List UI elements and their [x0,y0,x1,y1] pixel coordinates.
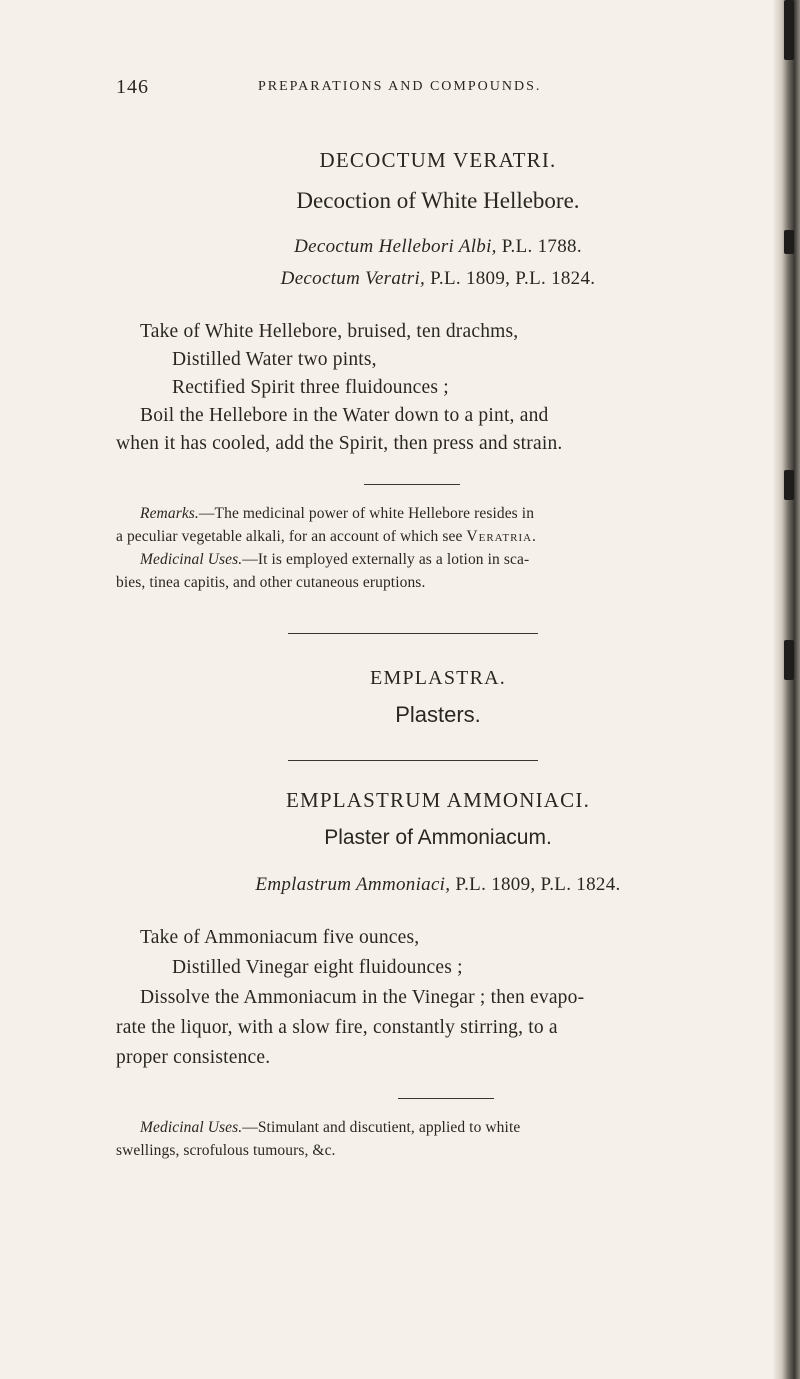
page-number: 146 [116,76,149,98]
remarks-text: —The medicinal power of white Hellebore resides in [198,505,535,522]
ref-name: Emplastrum Ammoniaci, [255,874,451,895]
section-title-decoctum-veratri: DECOCTUM VERATRI. [319,148,557,172]
recipe-line: Boil the Hellebore in the Water down to a pint, and [140,405,549,426]
uses-text: —Stimulant and discutient, applied to white [242,1119,521,1136]
uses-line-1 [140,1116,520,1139]
section-subtitle-plaster-ammoniacum: Plaster of Ammoniacum. [324,826,552,849]
ref-name: Decoctum Hellebori Albi, [294,236,497,257]
uses-line-2: bies, tinea capitis, and other cutaneous eruptions. [116,574,426,591]
ref-name: Decoctum Veratri, [280,268,426,289]
ref-text: P.L. 1788. [501,236,582,257]
section-subtitle-decoction: Decoction of White Hellebore. [296,188,580,213]
reference-line-1 [108,236,768,258]
ref-text: P.L. 1809, P.L. 1824. [455,874,621,895]
recipe-line: Dissolve the Ammoniacum in the Vinegar ; then evapo- [140,987,585,1008]
section-rule [288,633,538,634]
page-edge-shadow [772,0,800,1379]
divider-rule [364,484,460,485]
see-ref-veratria: Veratria. [466,528,537,545]
uses-label: Medicinal Uses. [140,551,243,568]
uses-text: —It is employed externally as a lotion in sca- [242,551,530,568]
reference-line [108,874,768,896]
section-title-emplastrum-ammoniaci: EMPLASTRUM AMMONIACI. [285,788,591,812]
uses-label: Medicinal Uses. [140,1119,243,1136]
recipe-line: Distilled Vinegar eight fluidounces ; [172,957,463,978]
reference-line-2 [108,268,768,290]
section-title-emplastra: EMPLASTRA. [370,667,506,689]
section-subtitle-plasters: Plasters. [395,702,481,727]
divider-rule [398,1098,494,1099]
ref-text: P.L. 1809, P.L. 1824. [430,268,596,289]
recipe-line: when it has cooled, add the Spirit, then press and strain. [116,433,563,454]
recipe-line: proper consistence. [116,1047,271,1068]
recipe-line: rate the liquor, with a slow fire, constantly stirring, to a [116,1017,558,1038]
section-rule [288,760,538,761]
running-head: PREPARATIONS AND COMPOUNDS. [258,79,542,94]
remarks-line-1 [140,502,534,525]
uses-line-2: swellings, scrofulous tumours, &c. [116,1142,336,1159]
remarks-line-2 [116,525,537,548]
recipe-line: Rectified Spirit three fluidounces ; [172,377,449,398]
remarks-label: Remarks. [140,505,199,522]
recipe-line: Take of White Hellebore, bruised, ten drachms, [140,321,519,342]
remarks-text: a peculiar vegetable alkali, for an account of which see [116,528,463,545]
recipe-line: Distilled Water two pints, [172,349,377,370]
recipe-line: Take of Ammoniacum five ounces, [140,927,420,948]
uses-line-1 [140,548,529,571]
